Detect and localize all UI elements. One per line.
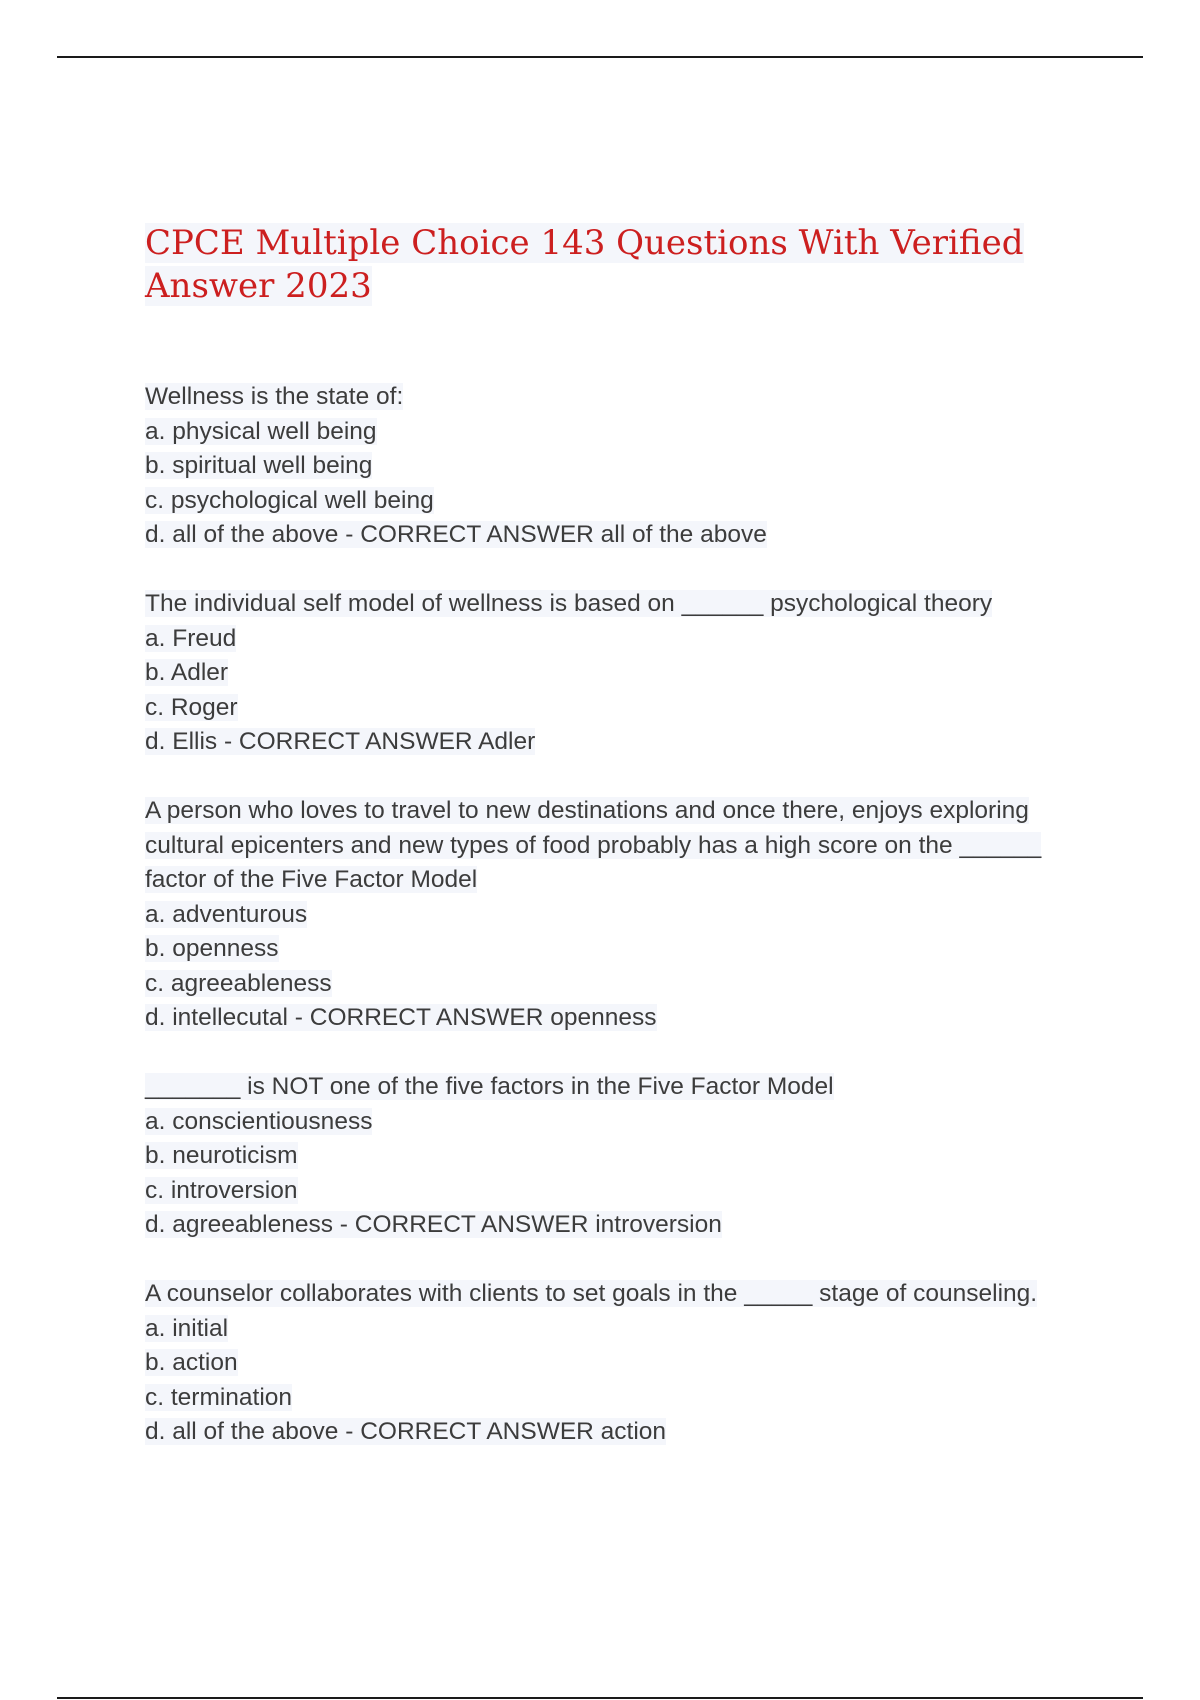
- answer-option: c. Roger: [145, 693, 238, 721]
- answer-option-with-correct-answer: d. agreeableness - CORRECT ANSWER introversion: [145, 1211, 722, 1238]
- question-block: [145, 1070, 1105, 1243]
- answer-option: b. neuroticism: [145, 1142, 298, 1169]
- document-body: [145, 222, 1105, 1484]
- question-block: [145, 794, 1105, 1036]
- bottom-divider: [57, 1697, 1143, 1699]
- answer-option: c. agreeableness: [145, 969, 332, 997]
- answer-option: c. introversion: [145, 1176, 298, 1204]
- answer-option: c. psychological well being: [145, 486, 434, 514]
- document-title: CPCE Multiple Choice 143 Questions With Verified Answer 2023: [145, 223, 1024, 306]
- answer-option-with-correct-answer: d. all of the above - CORRECT ANSWER action: [145, 1418, 667, 1445]
- answer-option: b. Adler: [145, 659, 229, 686]
- answer-option: a. adventurous: [145, 900, 308, 928]
- question-block: [145, 1277, 1105, 1450]
- question-block: [145, 587, 1105, 760]
- question-block: [145, 380, 1105, 553]
- answer-option: a. conscientiousness: [145, 1107, 373, 1135]
- question-prompt: _______ is NOT one of the five factors in the Five Factor Model: [145, 1073, 834, 1100]
- answer-option: b. action: [145, 1349, 238, 1376]
- question-prompt: Wellness is the state of:: [145, 383, 404, 410]
- answer-option: a. Freud: [145, 624, 237, 652]
- answer-option: b. spiritual well being: [145, 452, 373, 479]
- answer-option: a. physical well being: [145, 417, 377, 445]
- question-prompt: The individual self model of wellness is based on ______ psychological theory: [145, 590, 993, 617]
- answer-option-with-correct-answer: d. intellecutal - CORRECT ANSWER openness: [145, 1004, 657, 1031]
- question-prompt: A counselor collaborates with clients to set goals in the _____ stage of counseling.: [145, 1280, 1038, 1307]
- answer-option: a. initial: [145, 1314, 229, 1342]
- answer-option: c. termination: [145, 1383, 293, 1411]
- question-prompt: A person who loves to travel to new destinations and once there, enjoys exploring cultural epicenters and new types of food probably has a high score on the ______ factor of the Five Factor Model: [145, 797, 1042, 893]
- top-divider: [57, 56, 1143, 58]
- answer-option-with-correct-answer: d. Ellis - CORRECT ANSWER Adler: [145, 728, 536, 755]
- answer-option-with-correct-answer: d. all of the above - CORRECT ANSWER all of the above: [145, 521, 767, 548]
- answer-option: b. openness: [145, 935, 279, 962]
